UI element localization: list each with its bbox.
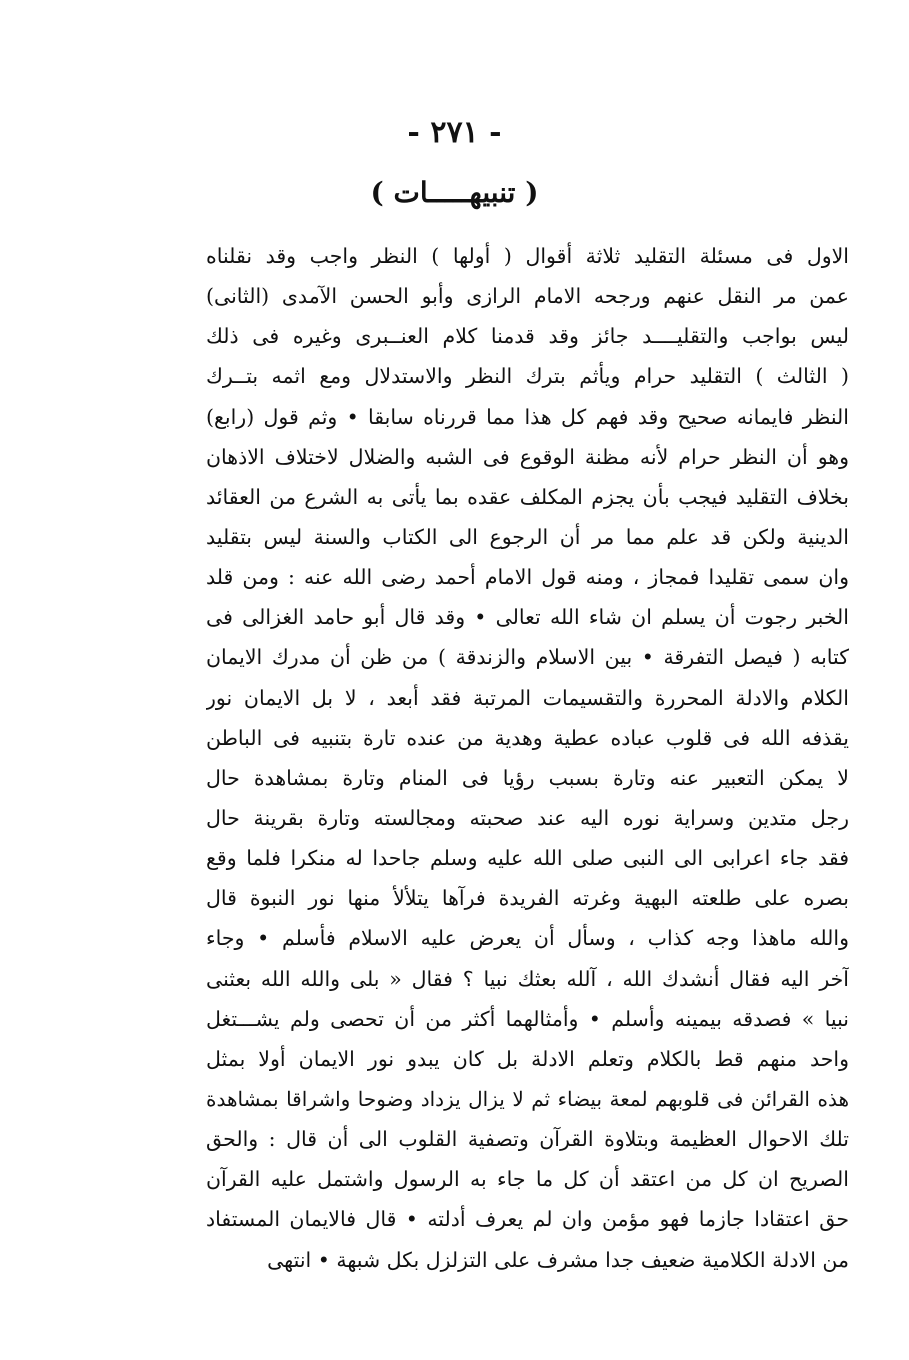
text-line: وان سمى تقليدا فمجاز ، ومنه قول الامام أحمد رضى الله عنه : ومن قلد (206, 565, 849, 590)
text-line: النظر فايمانه صحيح وقد فهم كل هذا مما قررناه سابقا • وثم قول (رابع) (206, 404, 849, 429)
text-line: وهو أن النظر حرام لأنه مظنة الوقوع فى الشبه والضلال لاختلاف الاذهان (206, 444, 849, 469)
text-line: يقذفه الله فى قلوب عباده عطية وهدية من عنده تارة بتنبيه فى الباطن (206, 725, 849, 750)
text-line: هذه القرائن فى قلوبهم لمعة بيضاء ثم لا يزال يزداد وضوحا واشراقا بمشاهدة (206, 1086, 849, 1111)
text-line: ( الثالث ) التقليد حرام ويأثم بترك النظر والاستدلال ومع اثمه بتــرك (206, 364, 849, 389)
body-text (206, 236, 849, 1280)
text-line: كتابه ( فيصل التفرقة • بين الاسلام والزندقة ) من ظن أن مدرك الايمان (206, 645, 849, 670)
text-line: فقد جاء اعرابى الى النبى صلى الله عليه وسلم جاحدا له منكرا فلما وقع (206, 846, 849, 871)
text-line: الدينية ولكن قد علم مما مر أن الرجوع الى الكتاب والسنة ليس بتقليد (206, 524, 849, 549)
text-line: بصره على طلعته البهية وغرته الفريدة فرآها يتلألأ منها نور النبوة قال (206, 886, 849, 911)
text-line: واحد منهم قط بالكلام وتعلم الادلة بل كان يبدو نور الايمان أولا بمثل (206, 1046, 849, 1071)
text-line: لا يمكن التعبير عنه وتارة بسبب رؤيا فى المنام وتارة بمشاهدة حال (206, 765, 849, 790)
text-line: الصريح ان كل من اعتقد أن كل ما جاء به الرسول واشتمل عليه القرآن (206, 1167, 849, 1192)
page-number: - ٢٧١ - (407, 115, 502, 150)
text-line: رجل متدين وسراية نوره اليه عند صحبته ومجالسته وتارة بقرينة حال (206, 805, 849, 830)
text-line: الخبر رجوت أن يسلم ان شاء الله تعالى • وقد قال أبو حامد الغزالى فى (206, 605, 849, 630)
text-line: الاول فى مسئلة التقليد ثلاثة أقوال ( أولها ) النظر واجب وقد نقلناه (206, 244, 849, 268)
text-line: حق اعتقادا جازما فهو مؤمن وان لم يعرف أدلته • قال فالايمان المستفاد (206, 1207, 849, 1232)
text-line: نبيا » فصدقه بيمينه وأسلم • وأمثالهما أكثر من أن تحصى ولم يشـــتغل (206, 1006, 849, 1031)
text-line: آخر اليه فقال أنشدك الله ، آلله بعثك نبيا ؟ فقال « بلى والله الله بعثنى (206, 966, 849, 991)
text-line: عمن مر النقل عنهم ورجحه الامام الرازى وأبو الحسن الآمدى (الثانى) (206, 284, 849, 309)
text-line: ليس بواجب والتقليــــد جائز وقد قدمنا كلام العنــبرى وغيره فى ذلك (206, 324, 849, 349)
text-line: الكلام والادلة المحررة والتقسيمات المرتبة فقد أبعد ، لا بل الايمان نور (206, 685, 849, 710)
text-line: من الادلة الكلامية ضعيف جدا مشرف على التزلزل بكل شبهة • انتهى (267, 1247, 849, 1272)
section-heading: ( تنبيهـــــات ) (370, 176, 539, 209)
text-line: والله ماهذا وجه كذاب ، وسأل أن يعرض عليه الاسلام فأسلم • وجاء (206, 926, 849, 951)
text-line: تلك الاحوال العظيمة وبتلاوة القرآن وتصفية القلوب الى أن قال : والحق (206, 1127, 849, 1152)
text-line: بخلاف التقليد فيجب بأن يجزم المكلف عقده بما يأتى به الشرع من العقائد (206, 484, 849, 509)
